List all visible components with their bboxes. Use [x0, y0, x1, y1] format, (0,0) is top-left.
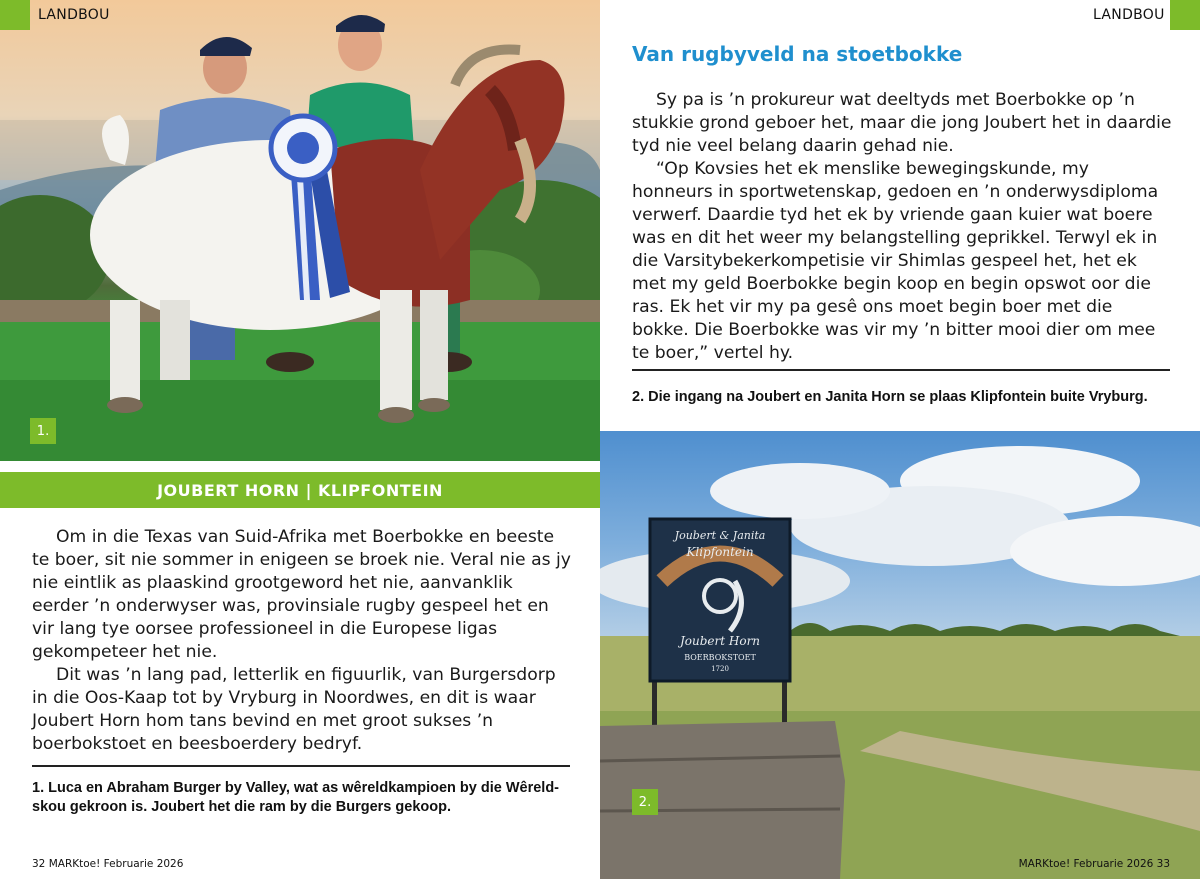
caption-rule: [632, 369, 1170, 371]
goat-scene-illustration: [0, 0, 600, 461]
photo-number-1: 1.: [30, 418, 56, 444]
left-body-text: [32, 526, 572, 756]
section-tag: LANDBOU: [1093, 7, 1165, 23]
page-folio-right: MARKtoe! Februarie 2026 33: [1018, 858, 1170, 870]
article-heading: Van rugbyveld na stoetbokke: [632, 42, 963, 66]
farm-entrance-photo: [600, 431, 1200, 879]
section-tag-marker: [0, 0, 30, 30]
photo-caption-1: 1. Luca en Abraham Burger by Valley, wat as wêreldkampioen by die Wêreld-skou gekroon is. Joubert het die ram by die Burgers gekoop.: [32, 780, 560, 815]
section-tag: LANDBOU: [38, 7, 110, 23]
goat-champion-photo: [0, 0, 600, 461]
sign-subtitle: BOERBOKSTOET: [684, 653, 756, 662]
paragraph: “Op Kovsies het ek menslike bewegingskunde, my honneurs in sportwetenskap, gedoen en ’n onderwysdiploma verwerf. Daardie tyd het ek by vriende gaan kuier wat boere was en dit het weer my belangstelling geprikkel. Terwyl ek in die Varsitybekerkompetisie vir Shimlas gespeel het, het ek met my geld Boerbokke begin koop en begin opswot oor die ras. Ek het vir my pa gesê ons moet begin boer met die bokke. Die Boerbokke was vir my ’n bitter mooi dier om mee te boer,” vertel hy.: [632, 159, 1159, 363]
paragraph: Sy pa is ’n prokureur wat deeltyds met Boerbokke op ’n stukkie grond geboer het, maar die jong Joubert het in daardie tyd nie veel belang daarin gehad nie.: [632, 90, 1172, 156]
right-body-text: [632, 89, 1172, 365]
right-page: [600, 0, 1200, 879]
section-tag-marker: [1170, 0, 1200, 30]
page-folio-left: 32 MARKtoe! Februarie 2026: [32, 858, 184, 870]
paragraph: Om in die Texas van Suid-Afrika met Boerbokke en beeste te boer, sit nie sommer in enigeen se broek nie. Veral nie as jy nie eintlik as plaaskind grootgeword het nie, aanvanklik eerder ’n onderwyser was, provinsiale rugby gespeel het en vir lang tye oorsee professioneel in die Europese ligas gekompeteer het nie.: [32, 527, 571, 662]
photo-number-2: 2.: [632, 789, 658, 815]
sign-owner-name: Joubert Horn: [679, 634, 761, 648]
caption-rule: [32, 765, 570, 767]
paragraph: Dit was ’n lang pad, letterlik en figuurlik, van Burgersdorp in die Oos-Kaap tot by Vryburg in Noordwes, en dit is waar Joubert Horn hom tans bevind en met groot sukses ’n boerbokstoet en beesboerdery bedryf.: [32, 665, 556, 754]
photo-caption-2: 2. Die ingang na Joubert en Janita Horn se plaas Klipfontein buite Vryburg.: [632, 389, 1148, 405]
profile-banner: JOUBERT HORN | KLIPFONTEIN: [0, 472, 600, 508]
sign-number: 1720: [711, 665, 729, 673]
sign-arch-line1: Joubert & Janita: [674, 529, 766, 542]
sign-arch-line2: Klipfontein: [686, 545, 754, 559]
